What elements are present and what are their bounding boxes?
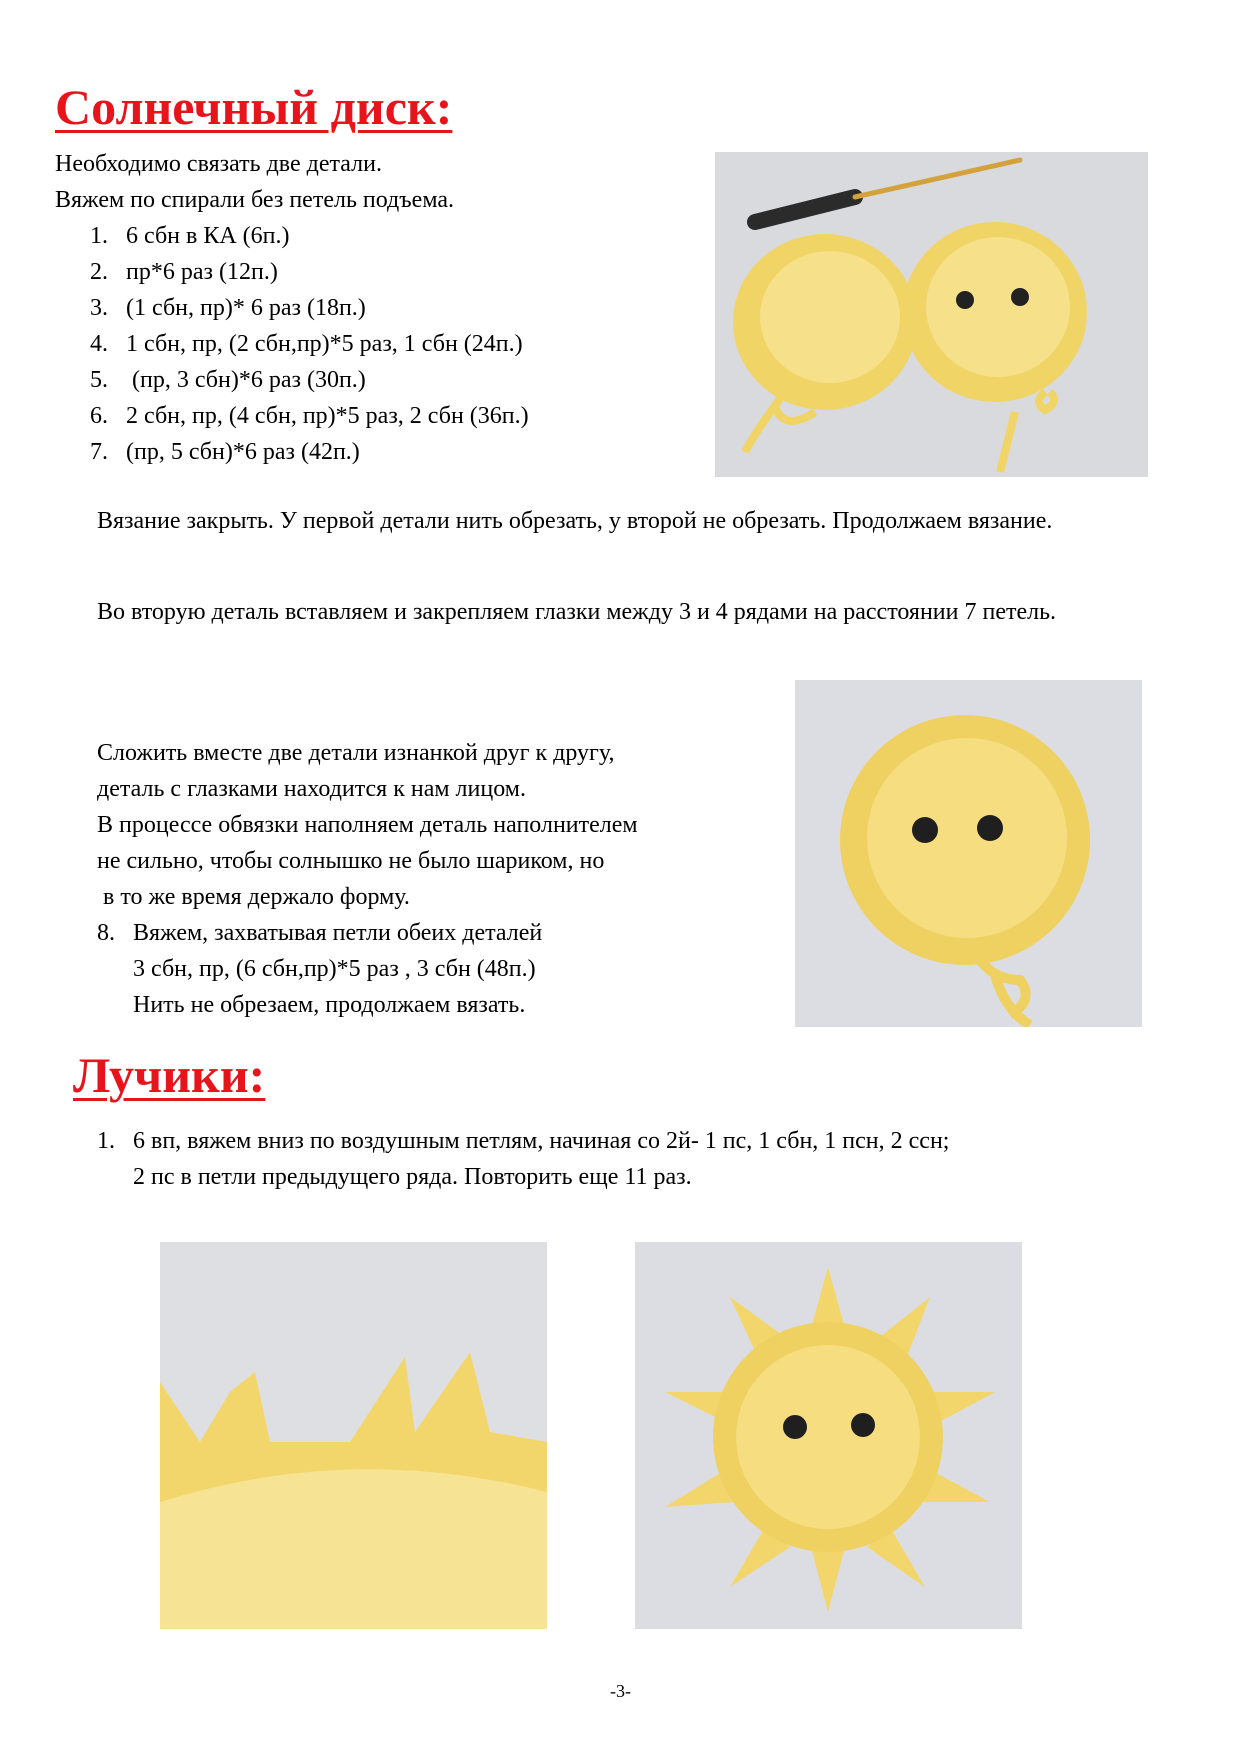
eyes-paragraph: Во вторую деталь вставляем и закрепляем глазки между 3 и 4 рядами на расстоянии 7 петель.: [97, 599, 1057, 625]
photo-rays-closeup: [160, 1242, 547, 1629]
assemble-line: не сильно, чтобы солнышко не было шариком, но: [97, 848, 605, 874]
close-paragraph: Вязание закрыть. У первой детали нить обрезать, у второй не обрезать. Продолжаем вязание.: [97, 508, 1053, 534]
section-heading-rays: Лучики:: [73, 1047, 266, 1103]
rays-instructions: [97, 1123, 1177, 1195]
section-heading-disk: Солнечный диск:: [55, 79, 453, 135]
finished-sun-image: [635, 1242, 1022, 1629]
assemble-paragraph: [97, 735, 797, 1023]
photo-assembled-disc: [795, 680, 1142, 1027]
assemble-line: в то же время держало форму.: [97, 884, 410, 910]
disk-row-list: [90, 218, 615, 470]
intro-line: Вяжем по спирали без петель подъема.: [55, 187, 454, 213]
list-item: 1. 6 сбн в КА (6п.): [90, 223, 290, 249]
disk-instructions: [55, 146, 615, 470]
list-item: 2. пр*6 раз (12п.): [90, 259, 278, 285]
list-item: 7. (пр, 5 сбн)*6 раз (42п.): [90, 439, 360, 465]
row-8: 8. Вяжем, захватывая петли обеих деталей 3 сбн, пр, (6 сбн,пр)*5 раз , 3 сбн (48п.) Нить не обрезаем, продолжаем вязать.: [97, 920, 543, 1018]
rays-closeup-image: [160, 1242, 547, 1629]
assemble-line: деталь с глазками находится к нам лицом.: [97, 776, 526, 802]
assemble-line: В процессе обвязки наполняем деталь наполнителем: [97, 812, 638, 838]
assembled-disc-image: [795, 680, 1142, 1027]
two-discs-image: [715, 152, 1148, 477]
list-item: 5. (пр, 3 сбн)*6 раз (30п.): [90, 367, 366, 393]
assemble-line: Сложить вместе две детали изнанкой друг к другу,: [97, 740, 615, 766]
intro-line: Необходимо связать две детали.: [55, 151, 382, 177]
photo-two-discs: [715, 152, 1148, 477]
row-1: 1. 6 вп, вяжем вниз по воздушным петлям, начиная со 2й- 1 пс, 1 сбн, 1 псн, 2 ссн; 2 пс в петли предыдущего ряда. Повторить еще 11 раз.: [97, 1128, 950, 1190]
list-item: 4. 1 сбн, пр, (2 сбн,пр)*5 раз, 1 сбн (24п.): [90, 331, 523, 357]
page-number: -3-: [610, 1681, 631, 1701]
photo-finished-sun: [635, 1242, 1022, 1629]
list-item: 6. 2 сбн, пр, (4 сбн, пр)*5 раз, 2 сбн (36п.): [90, 403, 529, 429]
list-item: 3. (1 сбн, пр)* 6 раз (18п.): [90, 295, 366, 321]
